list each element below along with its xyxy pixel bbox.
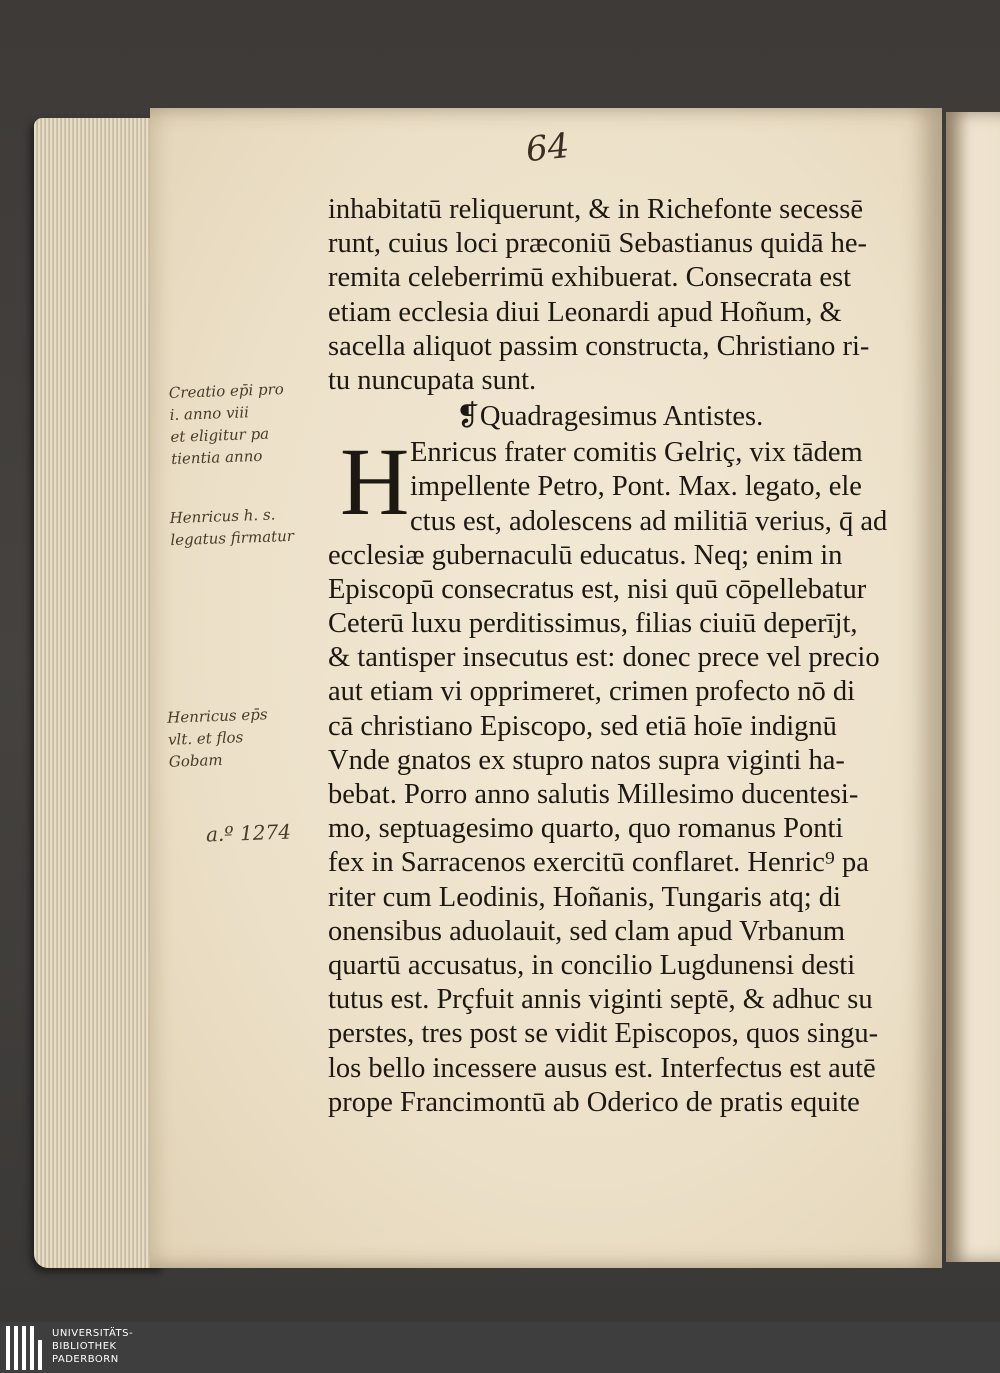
text-line: fex in Sarracenos exercitū conflaret. Henric⁹ pa [328, 847, 869, 879]
main-text [328, 193, 908, 1120]
text-line: bebat. Porro anno salutis Millesimo ducentesi- [328, 779, 859, 810]
text-line: etiam ecclesia diui Leonardi apud Hoñum, & [328, 296, 842, 328]
library-logo-text [52, 1327, 133, 1366]
text-line: los bello incessere ausus est. Interfectus est autē [328, 1052, 876, 1084]
marginal-line: et eligitur pa [170, 424, 270, 446]
marginal-note [168, 378, 286, 470]
text-line: Vnde gnatos ex stupro natos supra viginti ha- [328, 744, 845, 776]
text-line: aut etiam vi opprimeret, crimen profecto nō di [328, 676, 856, 708]
logo-line: PADERBORN [52, 1354, 119, 1365]
text-line: onensibus aduolauit, sed clam apud Vrbanum [328, 915, 845, 947]
marginal-note [167, 703, 270, 772]
text-line: runt, cuius loci præconiū Sebastianus quidā he- [328, 228, 868, 260]
text-line: riter cum Leodinis, Hoñanis, Tungaris atq; di [328, 881, 841, 913]
marginal-note [169, 503, 294, 551]
text-line: Enricus frater comitis Gelriç, vix tādem [410, 437, 863, 469]
text-line: & tantisper insecutus est: donec prece vel precio [328, 642, 880, 674]
text-line: sacella aliquot passim constructa, Christiano ri- [328, 330, 870, 362]
text-line: impellente Petro, Pont. Max. legato, ele [410, 471, 862, 503]
text-line: perstes, tres post se vidit Episcopos, quos singu- [328, 1018, 879, 1050]
text-line: cā christiano Episcopo, sed etiā hoīe indignū [328, 710, 837, 742]
marginal-line: vlt. et flos [167, 728, 244, 749]
text-line: Episcopū consecratus est, nisi quū cōpellebatur [328, 573, 867, 605]
marginal-line: i. anno viii [169, 403, 250, 425]
text-line: inhabitatū reliquerunt, & in Richefonte secessē [328, 194, 864, 225]
folio-number: 64 [524, 125, 572, 171]
marginal-line: Creatio ep̄i pro [168, 380, 285, 403]
marginal-year-note: a.º 1274 [205, 819, 292, 847]
text-line: Ceterū luxu perditissimus, filias ciuiū deperījt, [328, 608, 858, 640]
library-logo-icon [6, 1326, 46, 1370]
dropcap-paragraph [328, 428, 908, 539]
text-line: ctus est, adolescens ad militiā verius, q̄ ad [410, 505, 888, 537]
text-line: tu nuncupata sunt. [328, 364, 537, 396]
text-line: ecclesiæ gubernaculū educatus. Neq; enim in [328, 539, 843, 571]
text-line: mo, septuagesimo quarto, quo romanus Ponti [328, 813, 844, 845]
logo-line: BIBLIOTHEK [52, 1341, 117, 1352]
marginal-line: Gobam [168, 750, 223, 771]
text-line: tutus est. Prçfuit annis viginti septē, & adhuc su [328, 984, 873, 1016]
text-line: prope Francimontū ab Oderico de pratis equite [328, 1086, 860, 1118]
text-line: quartū accusatus, in concilio Lugdunensi desti [328, 949, 856, 981]
logo-line: UNIVERSITÄTS- [52, 1328, 134, 1339]
viewer-footer [0, 1322, 1000, 1373]
marginal-line: Henricus h. s. [169, 505, 276, 528]
drop-capital: H [340, 428, 410, 536]
text-line: remita celeberrimū exhibuerat. Consecrata est [328, 262, 852, 294]
marginal-line: Henricus ep̄s [166, 705, 268, 727]
marginal-line: tientia anno [170, 446, 263, 468]
marginal-line: legatus firmatur [170, 526, 295, 550]
facing-page-edge [946, 112, 1000, 1262]
book-page-edges [34, 118, 164, 1268]
section-heading: ❡Quadragesimus Antistes. [456, 401, 764, 433]
